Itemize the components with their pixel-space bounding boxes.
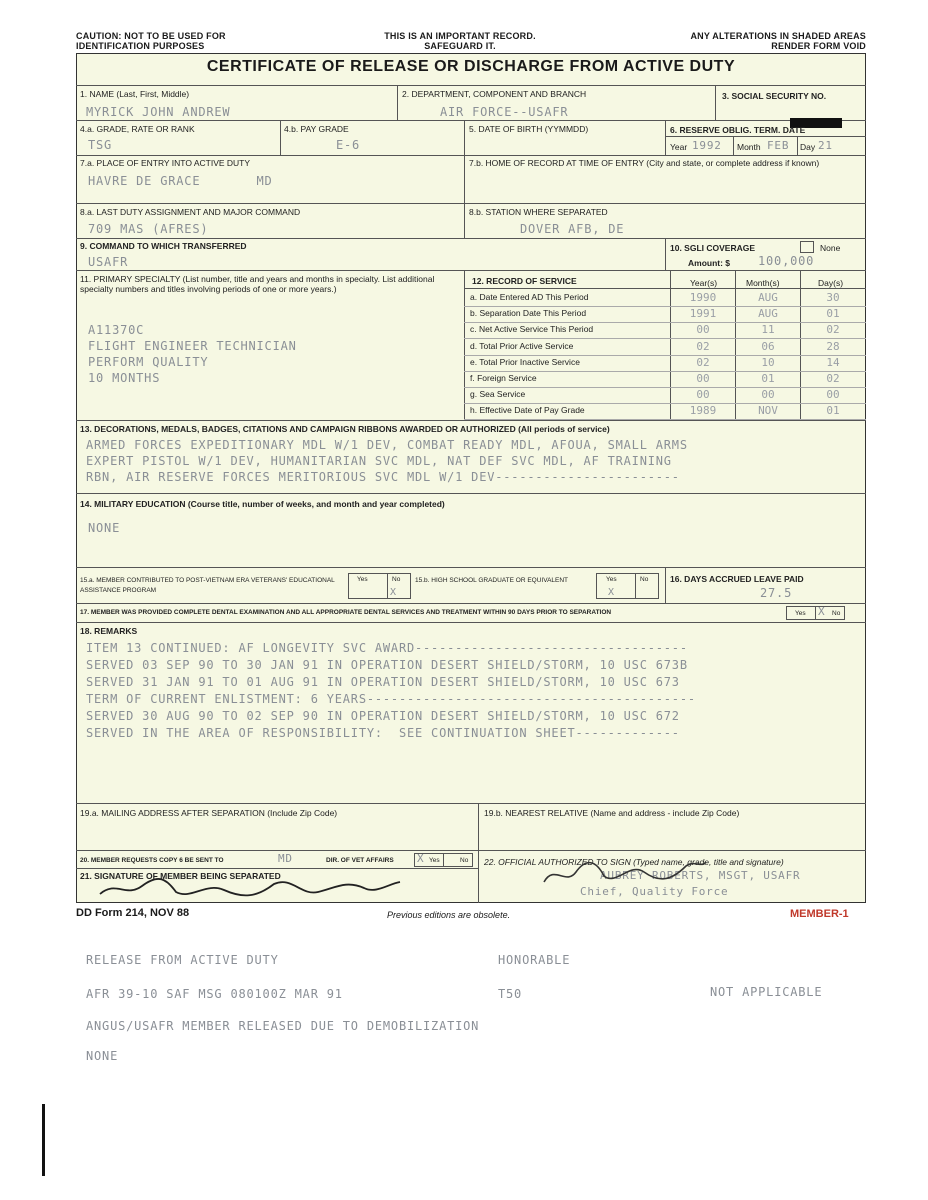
record-row-years: 00 — [696, 388, 710, 402]
reserve-label: 6. RESERVE OBLIG. TERM. DATE — [670, 125, 806, 135]
record-row-years: 00 — [696, 323, 710, 337]
record-row-days: 01 — [826, 307, 840, 321]
copy6-state: MD — [278, 852, 293, 865]
narrative-reason: ANGUS/USAFR MEMBER RELEASED DUE TO DEMOBILIZATION — [86, 1019, 480, 1033]
record-row-years: 00 — [696, 372, 710, 385]
home-record-label: 7.b. HOME OF RECORD AT TIME OF ENTRY (City and state, or complete address if known) — [469, 158, 820, 168]
record-row-years: 1991 — [689, 307, 717, 321]
record-row-months: 11 — [761, 323, 775, 337]
record-of-service-label: 12. RECORD OF SERVICE — [472, 276, 577, 286]
binder-mark — [42, 1104, 45, 1176]
vet-affairs-yes-mark[interactable]: X — [417, 852, 425, 865]
record-row — [470, 355, 864, 371]
last-duty-value: 709 MAS (AFRES) — [88, 222, 209, 236]
record-row-months: NOV — [758, 404, 778, 418]
record-row-days: 02 — [826, 323, 840, 337]
leave-label: 16. DAYS ACCRUED LEAVE PAID — [670, 574, 804, 584]
record-row-days: 02 — [826, 372, 840, 385]
record-row-months: 01 — [761, 372, 775, 385]
record-row-label: b. Separation Date This Period — [470, 308, 587, 319]
record-row — [470, 403, 864, 419]
nearest-relative-label: 19.b. NEAREST RELATIVE (Name and address - include Zip Code) — [484, 808, 740, 818]
record-row-years: 02 — [696, 355, 710, 369]
record-row — [470, 290, 864, 306]
reserve-month: FEB — [767, 139, 790, 152]
sgli-amount-label: Amount: $ — [688, 258, 731, 268]
record-row-days: 14 — [826, 355, 840, 369]
member-signature — [96, 872, 406, 904]
vet-affairs-no-label: No — [460, 857, 469, 864]
primary-specialty-line: FLIGHT ENGINEER TECHNICIAN — [88, 339, 297, 353]
record-row-months: 10 — [761, 355, 775, 369]
official-signature — [540, 852, 710, 892]
reserve-month-label: Month — [737, 142, 761, 152]
separation-code: T50 — [498, 987, 523, 1001]
record-row — [470, 322, 864, 338]
remark-line: SERVED 30 AUG 90 TO 02 SEP 90 IN OPERATION DESERT SHIELD/STORM, 10 USC 672 — [86, 709, 680, 723]
dental-label: 17. MEMBER WAS PROVIDED COMPLETE DENTAL EXAMINATION AND ALL APPROPRIATE DENTAL SERVICES AND TREATMENT WITHIN 90 DAYS PRIOR TO SEPARATION — [80, 609, 612, 616]
record-row-label: f. Foreign Service — [470, 373, 537, 383]
sgli-none-checkbox[interactable] — [800, 241, 814, 253]
station-label: 8.b. STATION WHERE SEPARATED — [469, 207, 608, 217]
official-name: AUBREY ROBERTS, MSGT, USAFR — [600, 869, 801, 882]
record-row-label: c. Net Active Service This Period — [470, 324, 594, 335]
military-education-label: 14. MILITARY EDUCATION (Course title, number of weeks, and month and year completed) — [80, 499, 445, 509]
alterations-note: ANY ALTERATIONS IN SHADED AREAS RENDER FORM VOID — [690, 31, 866, 51]
primary-specialty-line: PERFORM QUALITY — [88, 355, 209, 369]
record-row — [470, 371, 864, 387]
record-row — [470, 306, 864, 322]
command-value: USAFR — [88, 255, 129, 269]
official-title: Chief, Quality Force — [580, 885, 729, 898]
caution-note: CAUTION: NOT TO BE USED FOR IDENTIFICATION PURPOSES — [76, 31, 226, 51]
entry-place-label: 7.a. PLACE OF ENTRY INTO ACTIVE DUTY — [80, 158, 251, 168]
record-row-label: h. Effective Date of Pay Grade — [470, 405, 585, 416]
record-row-label: g. Sea Service — [470, 389, 526, 400]
remarks-list — [86, 640, 696, 742]
form-id: DD Form 214, NOV 88 — [76, 907, 190, 919]
name-value: MYRICK JOHN ANDREW — [86, 105, 231, 119]
record-row-days: 00 — [826, 388, 840, 402]
dates-lost-time: NONE — [86, 1049, 119, 1063]
record-row-months: 06 — [761, 339, 775, 353]
ssn-label: 3. SOCIAL SECURITY NO. — [722, 91, 827, 101]
department-value: AIR FORCE--USAFR — [440, 105, 569, 119]
record-row — [470, 339, 864, 355]
reserve-year-label: Year — [670, 142, 688, 152]
reserve-year: 1992 — [692, 139, 722, 152]
official-label: 22. OFFICIAL AUTHORIZED TO SIGN (Typed name, grade, title and signature) — [484, 857, 784, 867]
member-signature-label: 21. SIGNATURE OF MEMBER BEING SEPARATED — [80, 871, 281, 881]
command-label: 9. COMMAND TO WHICH TRANSFERRED — [80, 241, 247, 251]
record-row-days: 28 — [826, 339, 840, 353]
record-row-months: 00 — [761, 388, 775, 402]
sgli-none-label: None — [820, 243, 841, 253]
q15b-no-label: No — [640, 576, 649, 583]
record-row-years: 1989 — [689, 404, 717, 418]
primary-specialty-line: A11370C — [88, 323, 145, 337]
decoration-line: ARMED FORCES EXPEDITIONARY MDL W/1 DEV, COMBAT READY MDL, AFOUA, SMALL ARMS — [86, 438, 688, 452]
important-record-note: THIS IS AN IMPORTANT RECORD. SAFEGUARD IT. — [384, 31, 536, 51]
form-title: CERTIFICATE OF RELEASE OR DISCHARGE FROM ACTIVE DUTY — [206, 58, 736, 75]
remark-line: SERVED 31 JAN 91 TO 01 AUG 91 IN OPERATION DESERT SHIELD/STORM, 10 USC 673 — [86, 675, 680, 689]
decoration-line: EXPERT PISTOL W/1 DEV, HUMANITARIAN SVC MDL, NAT DEF SVC MDL, AF TRAINING — [86, 454, 672, 468]
name-label: 1. NAME (Last, First, Middle) — [80, 89, 190, 99]
remarks-label: 18. REMARKS — [80, 626, 138, 636]
q15b-yes-mark[interactable]: X — [608, 587, 615, 598]
station-value: DOVER AFB, DE — [520, 222, 625, 236]
q15a-yes-label: Yes — [357, 576, 368, 583]
remark-line: SERVED 03 SEP 90 TO 30 JAN 91 IN OPERATION DESERT SHIELD/STORM, 10 USC 673B — [86, 658, 688, 672]
decorations-label: 13. DECORATIONS, MEDALS, BADGES, CITATIONS AND CAMPAIGN RIBBONS AWARDED OR AUTHORIZED (All periods of service) — [80, 424, 610, 434]
paygrade-label: 4.b. PAY GRADE — [284, 124, 349, 134]
characterization: HONORABLE — [498, 953, 571, 967]
years-header: Year(s) — [690, 278, 718, 288]
decoration-line: RBN, AIR RESERVE FORCES MERITORIOUS SVC MDL W/1 DEV----------------------- — [86, 470, 680, 484]
obsolete-note: Previous editions are obsolete. — [387, 910, 511, 920]
q15b-yes-label: Yes — [606, 576, 617, 583]
dob-label: 5. DATE OF BIRTH (YYMMDD) — [469, 124, 589, 134]
record-row — [470, 387, 864, 403]
grade-label: 4.a. GRADE, RATE OR RANK — [80, 124, 195, 134]
member-copy-label: MEMBER-1 — [790, 908, 849, 920]
primary-specialty-list — [88, 322, 297, 386]
leave-value: 27.5 — [760, 586, 793, 600]
months-header: Month(s) — [746, 278, 780, 288]
q15a-no-mark[interactable]: X — [390, 587, 397, 598]
primary-specialty-label: 11. PRIMARY SPECIALTY (List number, title and years and months in specialty. List additional specialty numbers and titles involving periods of one or more years.) — [80, 274, 435, 294]
q15a-no-label: No — [392, 576, 401, 583]
record-row-months: AUG — [758, 291, 778, 304]
remark-line: TERM OF CURRENT ENLISTMENT: 6 YEARS----------------------------------------- — [86, 692, 696, 706]
vet-affairs-label: DIR. OF VET AFFAIRS — [326, 857, 394, 864]
record-row-months: AUG — [758, 307, 778, 321]
record-row-days: 30 — [826, 291, 840, 304]
record-row-years: 02 — [696, 339, 710, 353]
record-row-label: e. Total Prior Inactive Service — [470, 356, 580, 367]
primary-specialty-line: 10 MONTHS — [88, 371, 161, 385]
q15a-label: 15.a. MEMBER CONTRIBUTED TO POST-VIETNAM ERA VETERANS' EDUCATIONAL ASSISTANCE PROGRAM — [80, 577, 335, 594]
record-row-days: 01 — [826, 404, 840, 418]
mailing-label: 19.a. MAILING ADDRESS AFTER SEPARATION (Include Zip Code) — [80, 808, 338, 818]
release-type: RELEASE FROM ACTIVE DUTY — [86, 953, 279, 967]
remark-line: ITEM 13 CONTINUED: AF LONGEVITY SVC AWARD---------------------------------- — [86, 641, 688, 655]
separation-authority: AFR 39-10 SAF MSG 080100Z MAR 91 — [86, 987, 343, 1001]
dental-yes-mark[interactable]: X — [818, 605, 826, 618]
q15b-label: 15.b. HIGH SCHOOL GRADUATE OR EQUIVALENT — [415, 577, 569, 584]
record-row-label: a. Date Entered AD This Period — [470, 292, 589, 302]
reentry-code: NOT APPLICABLE — [710, 985, 823, 999]
last-duty-label: 8.a. LAST DUTY ASSIGNMENT AND MAJOR COMMAND — [80, 207, 301, 217]
sgli-amount-value: 100,000 — [758, 254, 815, 268]
department-label: 2. DEPARTMENT, COMPONENT AND BRANCH — [402, 89, 587, 99]
vet-affairs-yes-label: Yes — [429, 857, 440, 864]
grade-value: TSG — [88, 138, 113, 152]
paygrade-value: E-6 — [336, 138, 361, 152]
sgli-label: 10. SGLI COVERAGE — [670, 243, 756, 253]
dental-yes-label: Yes — [795, 610, 806, 617]
decorations-list — [86, 437, 688, 485]
dental-no-label: No — [832, 610, 841, 617]
reserve-day-label: Day — [800, 142, 816, 152]
record-row-years: 1990 — [689, 291, 717, 304]
days-header: Day(s) — [818, 278, 844, 288]
copy6-label: 20. MEMBER REQUESTS COPY 6 BE SENT TO — [80, 857, 224, 864]
military-education-value: NONE — [88, 521, 121, 535]
entry-place-value: HAVRE DE GRACE MD — [88, 174, 273, 188]
record-row-label: d. Total Prior Active Service — [470, 340, 574, 351]
reserve-day: 21 — [818, 139, 833, 152]
remark-line: SERVED IN THE AREA OF RESPONSIBILITY: SEE CONTINUATION SHEET------------- — [86, 726, 680, 740]
